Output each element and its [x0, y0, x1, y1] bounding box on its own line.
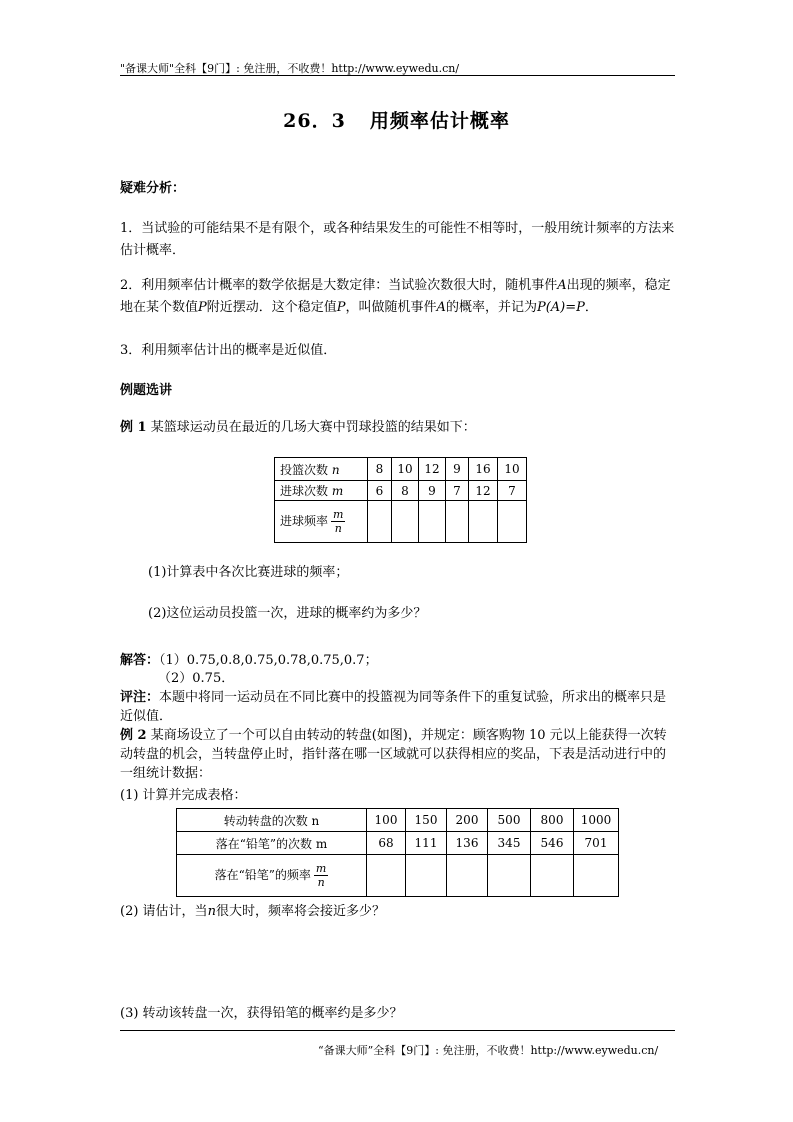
example-2-question-1: (1) 计算并完成表格： — [120, 788, 247, 803]
table-cell — [469, 501, 498, 543]
answer-label: 解答： — [120, 653, 160, 668]
example-1-comment: 评注：本题中将同一运动员在不同比赛中的投篮视为同等条件下的重复试验，所求出的概率只是近似值． — [120, 690, 667, 724]
row-label: 进球次数 m — [275, 481, 368, 501]
analysis-point-2: 2．利用频率估计概率的数学依据是大数定律：当试验次数很大时，随机事件A出现的频率，稳定地在某个数值P附近摆动．这个稳定值P，叫做随机事件A的概率，并记为P(A)=P． — [120, 278, 671, 315]
row-label: 转动转盘的次数 n — [177, 809, 367, 832]
header-divider — [120, 75, 675, 76]
row-label: 落在“铅笔”的次数 m — [177, 832, 367, 855]
fraction: $\frac{m}{n}$ — [315, 862, 327, 889]
table-row — [275, 458, 527, 481]
table-row — [275, 481, 527, 501]
table-cell: 7 — [446, 481, 469, 501]
table-cell: 100 — [367, 809, 406, 832]
table-cell — [367, 855, 406, 897]
footer-divider — [120, 1030, 675, 1031]
table-cell: 10 — [498, 458, 527, 481]
row-label: 投篮次数 n — [275, 458, 368, 481]
analysis-point-1: 1．当试验的可能结果不是有限个，或各种结果发生的可能性不相等时，一般用统计频率的方法来估计概率． — [120, 221, 675, 258]
row-label: 进球频率 $\frac{m}{n}$ — [275, 501, 368, 543]
table-cell: 546 — [531, 832, 574, 855]
table-cell — [531, 855, 574, 897]
table-cell — [392, 501, 419, 543]
table-cell: 150 — [406, 809, 447, 832]
table-cell: 500 — [488, 809, 531, 832]
row-label: 落在“铅笔”的频率 $\frac{m}{n}$ — [177, 855, 367, 897]
analysis-point-3: 3．利用频率估计出的概率是近似值． — [120, 343, 337, 358]
section-number: 26．3 — [283, 110, 346, 132]
page-title — [0, 106, 793, 133]
table-cell: 7 — [498, 481, 527, 501]
example-2-table — [176, 808, 619, 897]
section-title: 用频率估计概率 — [369, 110, 510, 132]
table-row — [177, 809, 619, 832]
page-footer: “备课大师”全科【9门】: 免注册，不收费！http://www.eywedu.cn/ — [318, 1044, 659, 1057]
table-cell: 9 — [446, 458, 469, 481]
table-cell: 200 — [447, 809, 488, 832]
table-cell: 10 — [392, 458, 419, 481]
table-cell: 345 — [488, 832, 531, 855]
examples-heading: 例题选讲 — [120, 383, 173, 398]
table-cell — [446, 501, 469, 543]
table-cell — [488, 855, 531, 897]
example-1-answer: 解答：（1）0.75,0.8,0.75,0.78,0.75,0.7； — [120, 653, 378, 668]
table-cell: 136 — [447, 832, 488, 855]
example-1-question-2: (2)这位运动员投篮一次，进球的概率约为多少？ — [148, 606, 427, 621]
table-cell — [447, 855, 488, 897]
example-2-question-2: (2) 请估计，当n很大时，频率将会接近多少？ — [120, 904, 385, 919]
example-2-label: 例 2 — [120, 728, 147, 743]
example-1-table — [274, 457, 527, 543]
table-cell: 1000 — [574, 809, 619, 832]
table-cell: 111 — [406, 832, 447, 855]
table-row — [177, 855, 619, 897]
comment-label: 评注： — [120, 690, 160, 705]
example-2-statement: 例 2 某商场设立了一个可以自由转动的转盘(如图)，并规定：顾客购物 10 元以上能获得一次转动转盘的机会，当转盘停止时，指针落在哪一区域就可以获得相应的奖品，下表是活动进行中的一组统计数据： — [120, 728, 667, 781]
analysis-heading: 疑难分析： — [120, 181, 186, 196]
table-cell: 8 — [368, 458, 392, 481]
table-cell: 800 — [531, 809, 574, 832]
table-cell — [498, 501, 527, 543]
table-cell: 701 — [574, 832, 619, 855]
table-cell: 12 — [469, 481, 498, 501]
fraction: $\frac{m}{n}$ — [333, 508, 344, 535]
table-cell: 68 — [367, 832, 406, 855]
table-cell — [406, 855, 447, 897]
table-cell: 12 — [419, 458, 446, 481]
example-2-question-3: (3) 转动该转盘一次，获得铅笔的概率约是多少？ — [120, 1006, 403, 1021]
table-cell: 8 — [392, 481, 419, 501]
table-cell — [419, 501, 446, 543]
page-header: "备课大师"全科【9门】: 免注册，不收费！http://www.eywedu.cn/ — [120, 62, 460, 75]
example-1-statement: 例 1 某篮球运动员在最近的几场大赛中罚球投篮的结果如下： — [120, 420, 476, 435]
table-row — [177, 832, 619, 855]
example-1-label: 例 1 — [120, 420, 147, 435]
table-cell — [574, 855, 619, 897]
table-cell: 6 — [368, 481, 392, 501]
table-cell: 9 — [419, 481, 446, 501]
example-1-answer-2: （2）0.75． — [158, 671, 235, 686]
example-1-question-1: (1)计算表中各次比赛进球的频率； — [148, 565, 349, 580]
table-cell — [368, 501, 392, 543]
table-cell: 16 — [469, 458, 498, 481]
table-row — [275, 501, 527, 543]
